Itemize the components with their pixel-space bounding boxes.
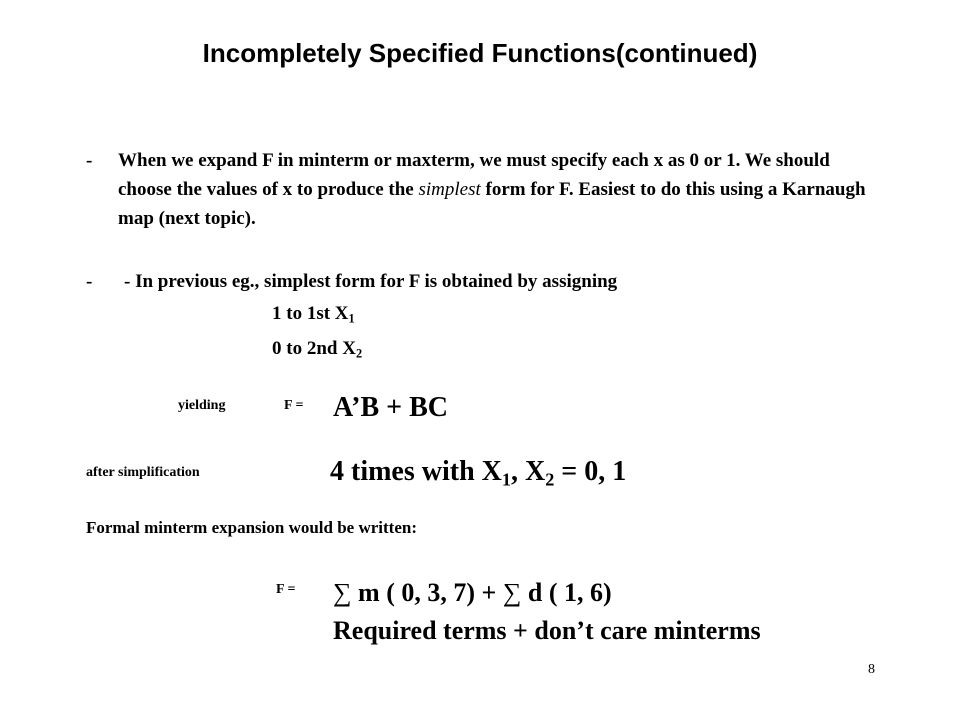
- bullet-item-2: [86, 267, 866, 297]
- sigma-icon: ∑: [502, 578, 522, 607]
- f-equals-label: F =: [284, 398, 304, 413]
- assignment-line-2: [272, 338, 362, 360]
- assignment-text: 1 to 1st X: [272, 303, 349, 324]
- times-mid: , X: [510, 456, 546, 487]
- bullet-item-1: [86, 146, 866, 266]
- simplified-expression: A’B + BC: [333, 392, 448, 423]
- minterm-part: m ( 0, 3, 7) +: [351, 578, 503, 607]
- subscript: 2: [355, 346, 363, 361]
- subscript: 2: [545, 469, 555, 490]
- sigma-icon: ∑: [333, 578, 352, 607]
- bullet-text-post: form for F. Easiest to do this using a Karnaugh map (next topic).: [118, 179, 866, 229]
- times-expression: [330, 456, 626, 488]
- f-equals-label: F =: [276, 582, 296, 597]
- assignment-text: 0 to 2nd X: [272, 338, 356, 359]
- formal-expansion-label: Formal minterm expansion would be written:: [86, 518, 418, 537]
- emphasis-simplest: simplest: [418, 179, 481, 200]
- bullet-dash: -: [86, 150, 93, 171]
- subscript: 1: [501, 469, 511, 490]
- bullet-text: [118, 146, 878, 233]
- page-number: 8: [868, 662, 875, 677]
- times-pre: 4 times with X: [330, 456, 502, 487]
- times-post: = 0, 1: [554, 456, 627, 487]
- assignment-line-1: [272, 303, 355, 325]
- subscript: 1: [348, 311, 355, 326]
- after-simplification-label: after simplification: [86, 465, 200, 480]
- required-terms-text: Required terms + don’t care minterms: [333, 616, 761, 645]
- minterm-expression: [333, 578, 612, 608]
- dont-care-part: d ( 1, 6): [521, 578, 612, 607]
- bullet-dash: -: [86, 271, 93, 292]
- slide-title: Incompletely Specified Functions(continued): [202, 38, 758, 68]
- bullet-text: - In previous eg., simplest form for F is obtained by assigning: [124, 271, 618, 292]
- bullet-text-pre: When we expand F in minterm or maxterm, we must specify each x as 0 or 1. We should choose the values of x to produce the: [118, 150, 830, 200]
- yielding-label: yielding: [178, 398, 226, 413]
